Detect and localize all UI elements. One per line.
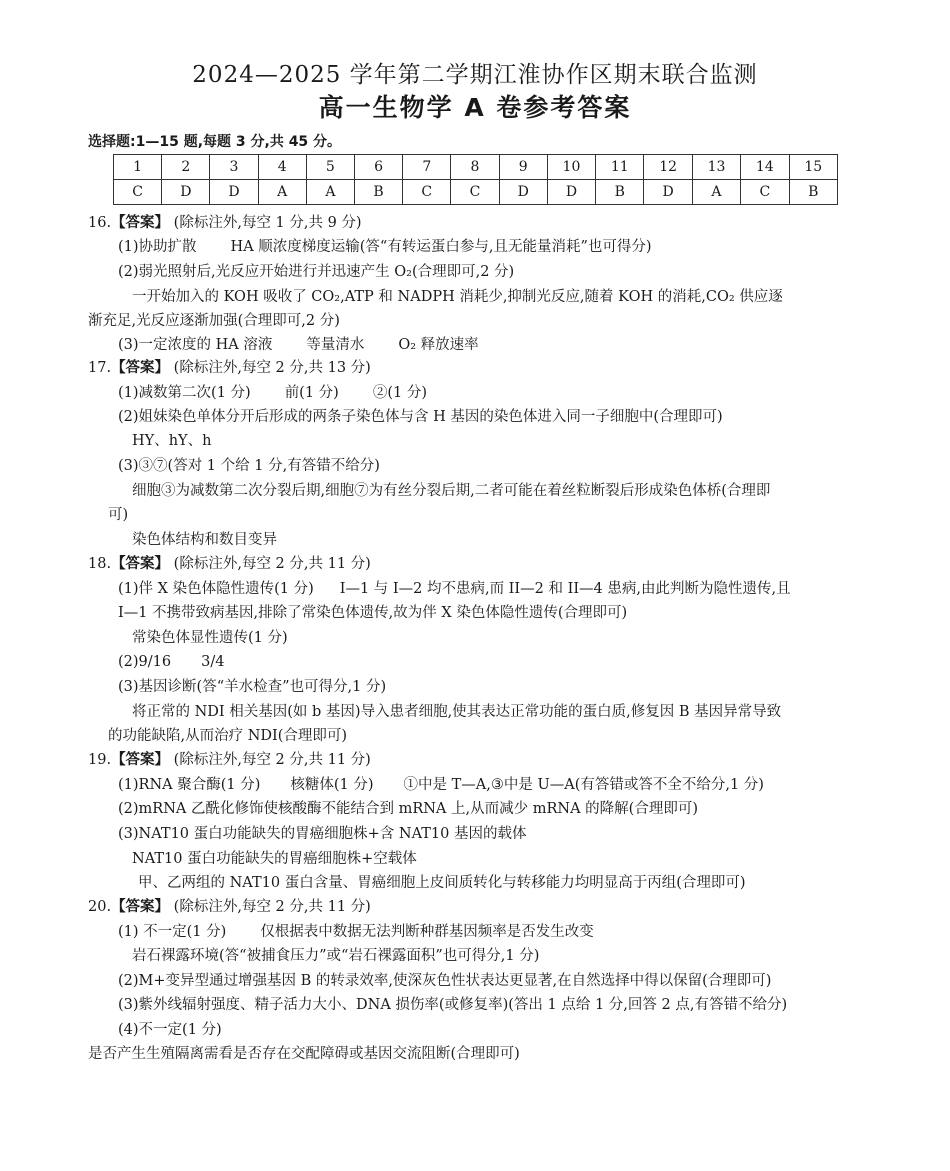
answer-text: (1)伴 X 染色体隐性遗传(1 分) <box>118 581 314 597</box>
answer-text: (3)一定浓度的 HA 溶液 <box>118 337 273 353</box>
answer-text: (1)协助扩散 <box>118 239 197 255</box>
answer-line: 常染色体显性遗传(1 分) <box>132 630 288 646</box>
table-cell: C <box>114 180 162 205</box>
table-cell: B <box>596 180 644 205</box>
answer-line: (2)mRNA 乙酰化修饰使核酸酶不能结合到 mRNA 上,从而减少 mRNA 的降解(合理即可) <box>118 801 698 817</box>
answer-tag: 【答案】 <box>111 752 170 768</box>
question-number: 17. <box>88 360 112 376</box>
answer-line: (3)基因诊断(答“羊水检查”也可得分,1 分) <box>118 679 387 695</box>
question-16-header <box>88 213 362 233</box>
table-cell: D <box>499 180 547 205</box>
answer-line: 是否产生生殖隔离需看是否存在交配障碍或基因交流阻断(合理即可) <box>88 1046 520 1062</box>
answer-line: (2)姐妹染色单体分开后形成的两条子染色体与含 H 基因的染色体进入同一子细胞中(合理即可) <box>118 409 723 425</box>
answer-text: 前(1 分) <box>284 385 339 401</box>
scoring-note: (除标注外,每空 2 分,共 11 分) <box>173 899 371 915</box>
question-18-header <box>88 554 371 574</box>
table-cell: 9 <box>499 155 547 180</box>
answer-line: 染色体结构和数目变异 <box>132 532 277 548</box>
answer-text: 核糖体(1 分) <box>290 777 374 793</box>
table-cell: D <box>210 180 258 205</box>
answer-letter-row <box>114 180 838 205</box>
table-cell: C <box>741 180 789 205</box>
answer-line: 渐充足,光反应逐渐加强(合理即可,2 分) <box>88 313 340 329</box>
answer-line: HY、hY、h <box>132 433 212 449</box>
table-cell: 15 <box>789 155 838 180</box>
answer-text: I—1 与 I—2 均不患病,而 II—2 和 II—4 患病,由此判断为隐性遗传,且 <box>339 581 791 597</box>
answer-text: ②(1 分) <box>372 385 427 401</box>
table-cell: 3 <box>210 155 258 180</box>
table-cell: B <box>354 180 402 205</box>
answer-line <box>118 335 479 355</box>
table-cell: 2 <box>162 155 210 180</box>
answer-line: I—1 不携带致病基因,排除了常染色体遗传,故为伴 X 染色体隐性遗传(合理即可) <box>118 605 628 621</box>
table-cell: 14 <box>741 155 789 180</box>
answer-text: ①中是 T—A,③中是 U—A(有答错或答不全不给分,1 分) <box>403 777 764 793</box>
choice-answer-table <box>113 154 838 205</box>
table-cell: 5 <box>306 155 354 180</box>
question-number: 16. <box>88 215 112 231</box>
answer-line: 岩石裸露环境(答“被捕食压力”或“岩石裸露面积”也可得分,1 分) <box>132 948 540 964</box>
question-20-header <box>88 897 371 917</box>
answer-line: (3)紫外线辐射强度、精子活力大小、DNA 损伤率(或修复率)(答出 1 点给 1 分,回答 2 点,有答错不给分) <box>118 997 788 1013</box>
table-cell: 10 <box>547 155 595 180</box>
table-cell: 4 <box>258 155 306 180</box>
answer-text: 等量清水 <box>306 337 365 353</box>
table-cell: A <box>258 180 306 205</box>
table-cell: 1 <box>114 155 162 180</box>
table-cell: B <box>789 180 838 205</box>
scoring-note: (除标注外,每空 2 分,共 13 分) <box>173 360 371 376</box>
question-17-header <box>88 358 371 378</box>
answer-key-title: 高一生物学 A 卷参考答案 <box>318 93 632 122</box>
table-cell: A <box>692 180 740 205</box>
answer-text: (1) 不一定(1 分) <box>118 924 227 940</box>
answer-text: 3/4 <box>201 654 225 670</box>
answer-line <box>118 383 427 403</box>
answer-line <box>118 922 594 942</box>
answer-text: HA 顺浓度梯度运输(答“有转运蛋白参与,且无能量消耗”也可得分) <box>230 239 652 255</box>
answer-line: 一开始加入的 KOH 吸收了 CO₂,ATP 和 NADPH 消耗少,抑制光反应,随着 KOH 的消耗,CO₂ 供应逐 <box>132 289 783 305</box>
answer-text: (1)减数第二次(1 分) <box>118 385 251 401</box>
answer-line <box>118 237 652 257</box>
answer-line: NAT10 蛋白功能缺失的胃癌细胞株+空载体 <box>132 851 417 867</box>
table-cell: C <box>451 180 499 205</box>
table-cell: D <box>547 180 595 205</box>
answer-text: (1)RNA 聚合酶(1 分) <box>118 777 261 793</box>
answer-tag: 【答案】 <box>111 899 170 915</box>
table-cell: 7 <box>403 155 451 180</box>
question-number: 18. <box>88 556 112 572</box>
answer-line: 细胞③为减数第二次分裂后期,细胞⑦为有丝分裂后期,二者可能在着丝粒断裂后形成染色体桥(合理即 <box>132 483 771 499</box>
question-number: 20. <box>88 899 112 915</box>
answer-line: (2)弱光照射后,光反应开始进行并迅速产生 O₂(合理即可,2 分) <box>118 264 515 280</box>
answer-text: 仅根据表中数据无法判断种群基因频率是否发生改变 <box>260 924 594 940</box>
answer-line: (2)M+变异型通过增强基因 B 的转录效率,使深灰色性状表达更显著,在自然选择中得以保留(合理即可) <box>118 973 772 989</box>
table-cell: D <box>644 180 692 205</box>
table-cell: C <box>403 180 451 205</box>
scoring-note: (除标注外,每空 1 分,共 9 分) <box>173 215 362 231</box>
table-cell: 6 <box>354 155 402 180</box>
answer-line: 可) <box>108 507 129 523</box>
answer-line: (3)③⑦(答对 1 个给 1 分,有答错不给分) <box>118 458 380 474</box>
scoring-note: (除标注外,每空 2 分,共 11 分) <box>173 556 371 572</box>
table-cell: D <box>162 180 210 205</box>
table-cell: A <box>306 180 354 205</box>
answer-line <box>118 652 224 672</box>
table-cell: 11 <box>596 155 644 180</box>
scoring-note: (除标注外,每空 2 分,共 11 分) <box>173 752 371 768</box>
answer-line: 甲、乙两组的 NAT10 蛋白含量、胃癌细胞上皮间质转化与转移能力均明显高于丙组(合理即可) <box>138 875 746 891</box>
answer-tag: 【答案】 <box>111 556 170 572</box>
question-number: 19. <box>88 752 112 768</box>
answer-line <box>118 775 764 795</box>
answer-line <box>118 579 791 599</box>
question-number-row <box>114 155 838 180</box>
answer-line: (3)NAT10 蛋白功能缺失的胃癌细胞株+含 NAT10 基因的载体 <box>118 826 527 842</box>
answer-tag: 【答案】 <box>111 215 170 231</box>
answer-line: 将正常的 NDI 相关基因(如 b 基因)导入患者细胞,使其表达正常功能的蛋白质,修复因 B 基因异常导致 <box>132 704 782 720</box>
question-19-header <box>88 750 371 770</box>
exam-title: 2024—2025 学年第二学期江淮协作区期末联合监测 <box>192 62 758 88</box>
answer-line: (4)不一定(1 分) <box>118 1022 222 1038</box>
answer-text: (2)9/16 <box>118 654 172 670</box>
answer-text: O₂ 释放速率 <box>398 337 479 353</box>
answer-line: 的功能缺陷,从而治疗 NDI(合理即可) <box>108 728 348 744</box>
answer-tag: 【答案】 <box>111 360 170 376</box>
table-cell: 12 <box>644 155 692 180</box>
choice-section-heading: 选择题:1—15 题,每题 3 分,共 45 分。 <box>88 134 342 150</box>
table-cell: 13 <box>692 155 740 180</box>
table-cell: 8 <box>451 155 499 180</box>
